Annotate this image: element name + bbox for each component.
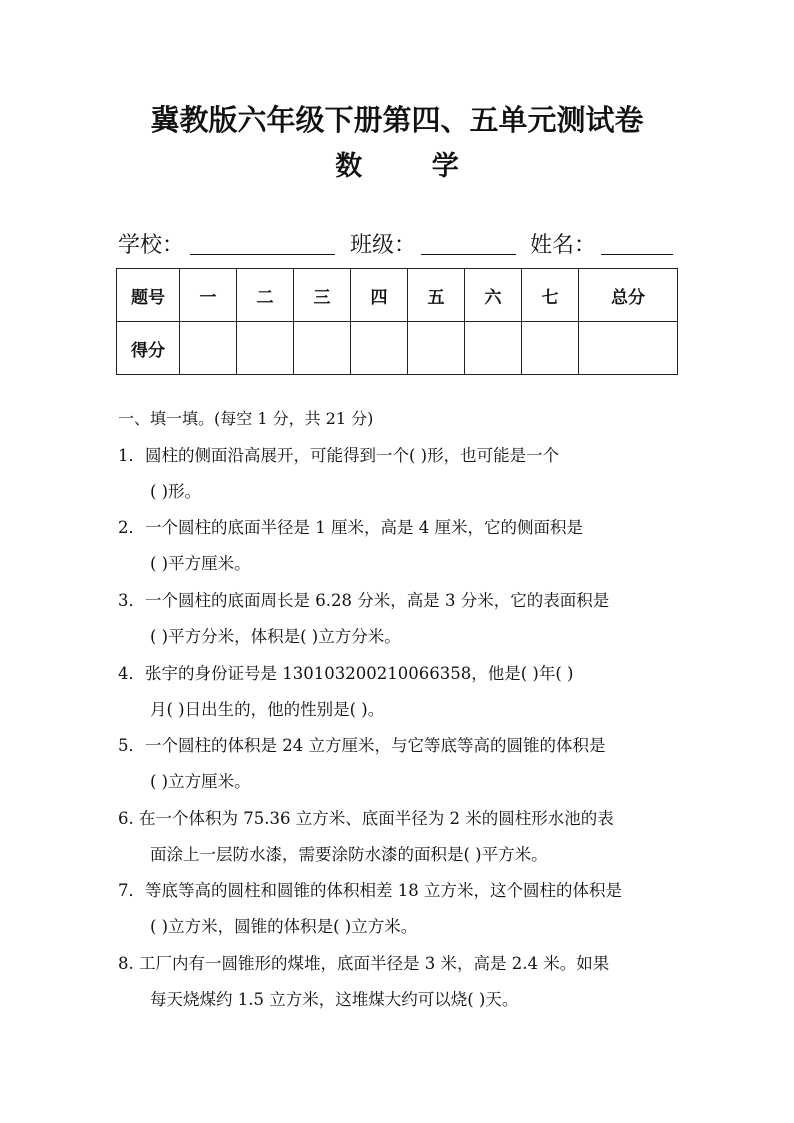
question-5 (118, 728, 688, 800)
question-line: ( )形。 (150, 482, 202, 501)
score-table (116, 268, 678, 375)
score-cell[interactable] (237, 322, 294, 375)
exam-subject: 数 学 (335, 151, 489, 182)
question-8 (118, 946, 688, 1018)
question-line: 4．张宇的身份证号是 130103200210066358，他是( )年( ) (118, 664, 574, 683)
question-line: ( )立方米，圆锥的体积是( )立方米。 (150, 917, 418, 936)
question-2 (118, 510, 688, 582)
question-4 (118, 656, 688, 728)
name-blank[interactable] (601, 254, 673, 255)
question-line: ( )平方分米，体积是( )立方分米。 (150, 627, 401, 646)
score-header-cell: 二 (237, 269, 294, 322)
question-line: 面涂上一层防水漆，需要涂防水漆的面积是( )平方米。 (150, 845, 548, 864)
student-info-line (118, 228, 678, 260)
score-header-cell: 三 (294, 269, 351, 322)
question-line: 5．一个圆柱的体积是 24 立方厘米，与它等底等高的圆锥的体积是 (118, 736, 606, 755)
score-table-score-row (117, 322, 678, 375)
question-line: ( )立方厘米。 (150, 772, 251, 791)
score-table-header-row (117, 269, 678, 322)
score-cell[interactable] (180, 322, 237, 375)
question-line: 2．一个圆柱的底面半径是 1 厘米，高是 4 厘米，它的侧面积是 (118, 518, 583, 537)
question-line: 7．等底等高的圆柱和圆锥的体积相差 18 立方米，这个圆柱的体积是 (118, 881, 622, 900)
score-cell[interactable] (408, 322, 465, 375)
score-cell[interactable] (294, 322, 351, 375)
score-header-cell: 一 (180, 269, 237, 322)
class-label: 班级： (350, 233, 417, 258)
class-blank[interactable] (421, 254, 516, 255)
question-line: 月( )日出生的，他的性别是( )。 (150, 700, 385, 719)
question-1 (118, 438, 688, 510)
question-line: 每天烧煤约 1.5 立方米，这堆煤大约可以烧( )天。 (150, 990, 519, 1009)
question-line: 8. 工厂内有一圆锥形的煤堆，底面半径是 3 米，高是 2.4 米。如果 (118, 954, 610, 973)
name-label: 姓名： (530, 233, 597, 258)
exam-title: 冀教版六年级下册第四、五单元测试卷 (150, 103, 644, 137)
score-header-cell: 五 (408, 269, 465, 322)
question-line: 1．圆柱的侧面沿高展开，可能得到一个( )形，也可能是一个 (118, 446, 560, 465)
question-3 (118, 583, 688, 655)
question-line: 3．一个圆柱的底面周长是 6.28 分米，高是 3 分米，它的表面积是 (118, 591, 610, 610)
score-row-label: 得分 (117, 322, 180, 375)
question-6 (118, 801, 688, 873)
question-line: ( )平方厘米。 (150, 554, 251, 573)
question-7 (118, 873, 688, 945)
school-blank[interactable] (190, 254, 335, 255)
score-header-cell: 六 (465, 269, 522, 322)
score-header-cell: 总分 (579, 269, 678, 322)
score-cell[interactable] (351, 322, 408, 375)
score-header-cell: 题号 (117, 269, 180, 322)
score-cell[interactable] (579, 322, 678, 375)
score-cell[interactable] (465, 322, 522, 375)
section-heading: 一、填一填。(每空 1 分，共 21 分) (118, 409, 374, 428)
question-line: 6. 在一个体积为 75.36 立方米、底面半径为 2 米的圆柱形水池的表 (118, 809, 614, 828)
score-header-cell: 七 (522, 269, 579, 322)
score-header-cell: 四 (351, 269, 408, 322)
score-cell[interactable] (522, 322, 579, 375)
school-label: 学校： (118, 233, 185, 258)
